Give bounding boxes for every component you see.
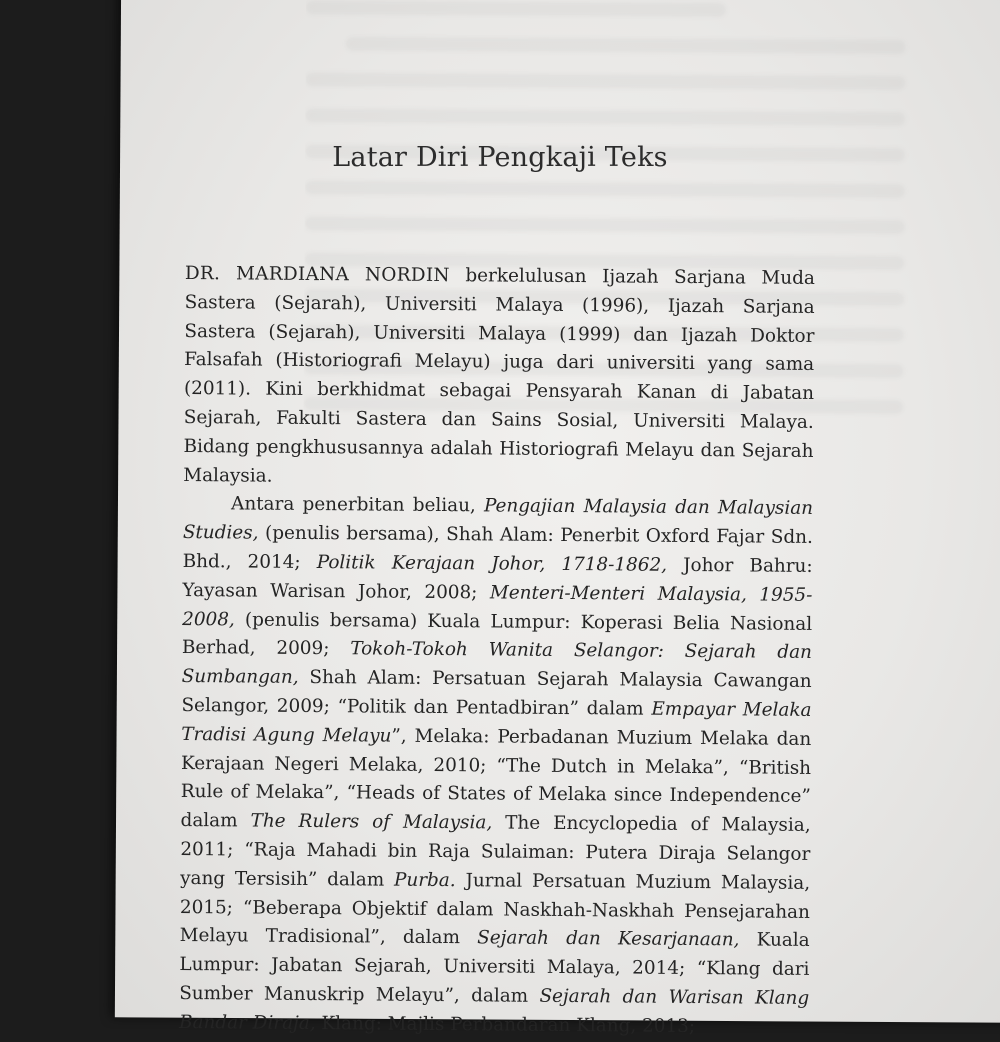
p2-text-8: Jurnal Persatuan Muzium Malaysia, 2015; “Beberapa Objektif dalam Naskhah-Naskhah Pensejarahan Melayu Tradisional”, dalam <box>179 869 811 949</box>
p2-title-7: Purba. <box>393 869 456 891</box>
paragraph-1 <box>183 260 815 495</box>
p2-text-3: Johor Bahru: Yayasan Warisan Johor, 2008; <box>182 554 813 604</box>
p2-text-10: Klang: Majlis Perbandaran Klang, 2013; <box>315 1012 696 1037</box>
p2-text-5: Shah Alam: Persatuan Sejarah Malaysia Cawangan Selangor, 2009; “Politik dan Pentadbiran” dalam <box>181 667 812 720</box>
p2-title-1: Pengajian Malaysia dan Malaysian Studies, <box>182 495 814 544</box>
p2-title-2: Politik Kerajaan Johor, 1718-1862, <box>316 552 668 576</box>
p2-title-9: Sejarah dan Warisan Klang Bandar Diraja, <box>178 985 810 1034</box>
page-title: Latar Diri Pengkaji Teks <box>332 142 668 173</box>
p2-title-4: Tokoh-Tokoh Wanita Selangor: Sejarah dan Sumbangan, <box>181 638 813 689</box>
p2-title-5: Empayar Melaka Tradisi Agung Melayu <box>181 698 812 747</box>
paragraph-2 <box>179 490 813 1042</box>
p2-title-8: Sejarah dan Kesarjanaan, <box>477 927 740 951</box>
p2-title-6: The Rulers of Malaysia, <box>250 810 493 834</box>
p2-text-1: Antara penerbitan beliau, <box>231 493 485 517</box>
author-name: DR. MARDIANA NORDIN <box>184 262 450 287</box>
p2-text-6: ”, Melaka: Perbadanan Muzium Melaka dan Kerajaan Negeri Melaka, 2010; “The Dutch in Melaka”, “British Rule of Melaka”, “Heads of States of Melaka since Independence” dalam <box>180 725 812 832</box>
p2-text-9: Kuala Lumpur: Jabatan Sejarah, Universiti Malaya, 2014; “Klang dari Sumber Manuskrip Melayu”, dalam <box>179 929 810 1007</box>
p2-text-4: (penulis bersama) Kuala Lumpur: Koperasi Belia Nasional Berhad, 2009; <box>181 608 813 660</box>
paragraph-1-text: berkelulusan Ijazah Sarjana Muda Sastera (Sejarah), Universiti Malaya (1996), Ijazah Sarjana Sastera (Sejarah), Universiti Malaya (1999) dan Ijazah Doktor Falsafah (Historiografi Melayu) juga dari universiti yang sama (2011). Kini berkhidmat sebagai Pensyarah Kanan di Jabatan Sejarah, Fakulti Sastera dan Sains Sosial, Universiti Malaya. Bidang pengkhususannya adalah Historiografi Melayu dan Sejarah Malaysia. <box>183 265 815 487</box>
p2-text-2: (penulis bersama), Shah Alam: Penerbit Oxford Fajar Sdn. Bhd., 2014; <box>182 522 813 574</box>
p2-text-7: The Encyclopedia of Malaysia, 2011; “Raja Mahadi bin Raja Sulaiman: Putera Diraja Selangor yang Tersisih” dalam <box>180 812 811 891</box>
biography-text <box>179 260 815 1042</box>
p2-title-3: Menteri-Menteri Malaysia, 1955-2008, <box>182 582 813 630</box>
